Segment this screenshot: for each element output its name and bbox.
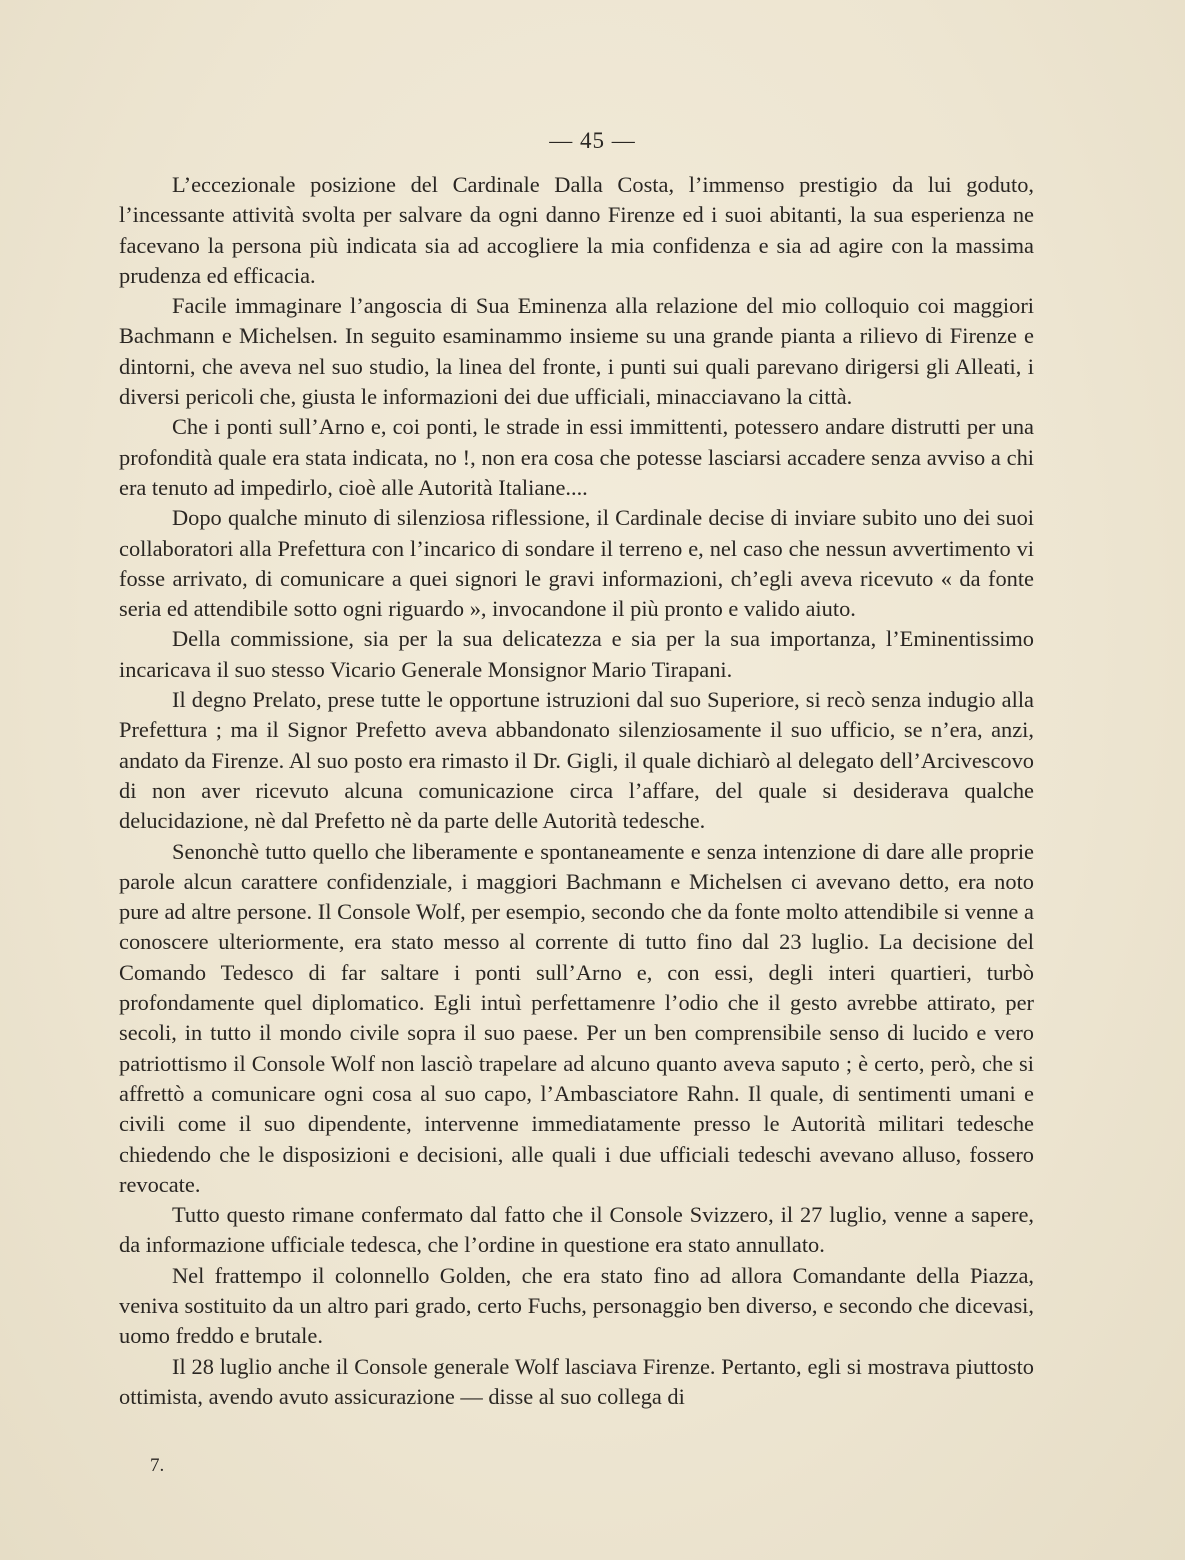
paragraph-9: Nel frattempo il colonnello Golden, che era stato fino ad allora Comandante della Piazza, veniva sostituito da un altro pari grado, certo Fuchs, personaggio ben diverso, e secondo che dicevasi, uomo freddo e brutale.: [119, 1262, 1034, 1349]
paragraph-3: Che i ponti sull’Arno e, coi ponti, le strade in essi immittenti, potessero andare distrutti per una profondità quale era stata indicata, no !, non era cosa che potesse lasciarsi accadere senza avviso a chi era tenuto ad impedirlo, cioè alle Autorità Italiane....: [119, 414, 1034, 500]
paragraph-8: Tutto questo rimane confermato dal fatto che il Console Svizzero, il 27 luglio, venne a sapere, da informazione ufficiale tedesca, che l’ordine in questione era stato annullato.: [119, 1202, 1034, 1258]
signature-mark: 7.: [150, 1455, 165, 1476]
body-text: [119, 170, 1034, 1412]
paragraph-7: Senonchè tutto quello che liberamente e spontaneamente e senza intenzione di dare alle proprie parole alcun carattere confidenziale, i maggiori Bachmann e Michelsen ci avevano detto, era noto pure ad altre persone. Il Console Wolf, per esempio, secondo che da fonte molto attendibile si venne a conoscere ulteriormente, era stato messo al corrente di tutto fino dal 23 luglio. La decisione del Comando Tedesco di far saltare i ponti sull’Arno e, con essi, degli interi quartieri, turbò profondamente quel diplomatico. Egli intuì perfettamenre l’odio che il gesto avrebbe attirato, per secoli, in tutto il mondo civile sopra il suo paese. Per un ben comprensibile senso di lucido e vero patriottismo il Console Wolf non lasciò trapelare ad alcuno quanto aveva saputo ; è certo, però, che si affrettò a comunicare ogni cosa al suo capo, l’Ambasciatore Rahn. Il quale, di sentimenti umani e civili come il suo dipendente, intervenne immediatamente presso le Autorità militari tedesche chiedendo che le disposizioni e decisioni, alle quali i due ufficiali tedeschi avevano alluso, fossero revocate.: [119, 838, 1034, 1197]
paragraph-1: L’eccezionale posizione del Cardinale Dalla Costa, l’immenso prestigio da lui goduto, l’incessante attività svolta per salvare da ogni danno Firenze ed i suoi abitanti, la sua esperienza ne facevano la persona più indicata sia ad accogliere la mia confidenza e sia ad agire con la massima prudenza ed efficacia.: [119, 172, 1034, 288]
paragraph-6: Il degno Prelato, prese tutte le opportune istruzioni dal suo Superiore, si recò senza indugio alla Prefettura ; ma il Signor Prefetto aveva abbandonato silenziosamente il suo ufficio, se n’era, anzi, andato da Firenze. Al suo posto era rimasto il Dr. Gigli, il quale dichiarò al delegato dell’Arcivescovo di non aver ricevuto alcuna comunicazione circa l’affare, del quale si desiderava qualche delucidazione, nè dal Prefetto nè da parte delle Autorità tedesche.: [119, 687, 1034, 834]
paragraph-10: Il 28 luglio anche il Console generale Wolf lasciava Firenze. Pertanto, egli si mostrava piuttosto ottimista, avendo avuto assicurazione — disse al suo collega di: [119, 1353, 1034, 1409]
page-number: — 45 —: [549, 128, 636, 153]
paragraph-5: Della commissione, sia per la sua delicatezza e sia per la sua importanza, l’Eminentissimo incaricava il suo stesso Vicario Generale Monsignor Mario Tirapani.: [119, 626, 1034, 682]
paragraph-4: Dopo qualche minuto di silenziosa riflessione, il Cardinale decise di inviare subito uno dei suoi collaboratori alla Prefettura con l’incarico di sondare il terreno e, nel caso che nessun avvertimento vi fosse arrivato, di comunicare a quei signori le gravi informazioni, ch’egli aveva ricevuto « da fonte seria ed attendibile sotto ogni riguardo », invocandone il più pronto e valido aiuto.: [119, 505, 1034, 622]
paragraph-2: Facile immaginare l’angoscia di Sua Eminenza alla relazione del mio colloquio coi maggiori Bachmann e Michelsen. In seguito esaminammo insieme su una grande pianta a rilievo di Firenze e dintorni, che aveva nel suo studio, la linea del fronte, i punti sui quali parevano dirigersi gli Alleati, i diversi pericoli che, giusta le informazioni dei due ufficiali, minacciavano la città.: [119, 293, 1034, 410]
